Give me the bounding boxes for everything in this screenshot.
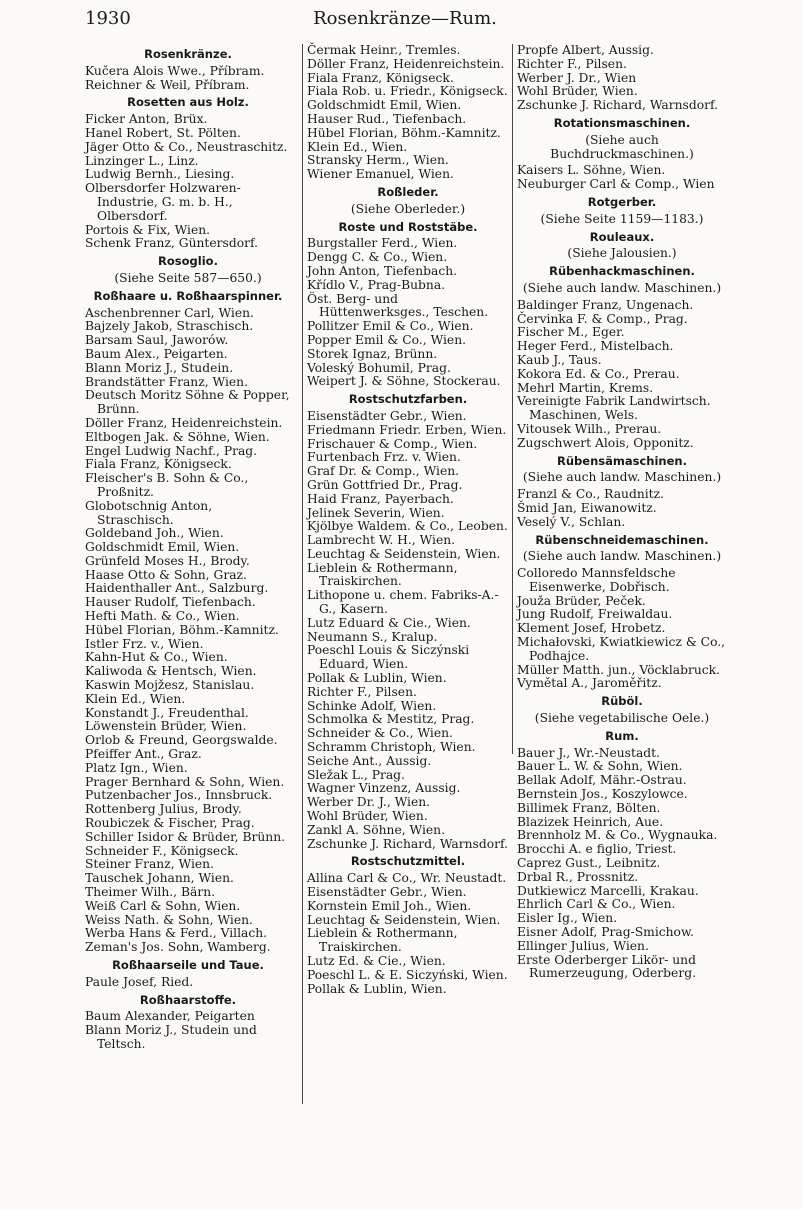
directory-entry: Müller Matth. jun., Vöcklabruck. [517, 662, 721, 677]
directory-entry: Linzinger L., Linz. [85, 153, 199, 168]
directory-entry: Hauser Rudolf, Tiefenbach. [85, 595, 256, 610]
directory-entry: Kjölbye Waldem. & Co., Leoben. [307, 519, 508, 534]
directory-entry: Brennholz M. & Co., Wygnauka. [517, 828, 718, 843]
directory-entry: Kaisers L. Söhne, Wien. [517, 163, 666, 178]
directory-entry: Werber J. Dr., Wien [517, 70, 637, 85]
section-title: Rosoglio. [158, 254, 218, 269]
directory-entry: Prager Bernhard & Sohn, Wien. [85, 774, 285, 789]
section-title: Rotationsmaschinen. [553, 115, 691, 130]
directory-section [85, 290, 291, 955]
directory-entry: Haid Franz, Payerbach. [307, 491, 454, 506]
directory-entry: Brocchi A. e figlio, Triest. [517, 842, 677, 857]
directory-entry: Portois & Fix, Wien. [85, 222, 211, 237]
section-title: Roste und Roststäbe. [338, 219, 478, 234]
page-number: 1930 [85, 8, 131, 29]
directory-entry: Erste Oderberger Likör- und Rumerzeugung, Oderberg. [517, 952, 696, 981]
directory-section [85, 48, 291, 92]
directory-entry: Kaub J., Taus. [517, 352, 602, 367]
directory-entry: Klement Josef, Hrobetz. [517, 621, 666, 636]
directory-entry: Richter F., Pilsen. [517, 56, 627, 71]
directory-section [85, 959, 291, 990]
directory-entry: Pollak & Lublin, Wien. [307, 671, 447, 686]
directory-entry: Lieblein & Rothermann, Traiskirchen. [307, 560, 458, 589]
directory-entry: Bauer L. W. & Sohn, Wien. [517, 759, 683, 774]
directory-entry: Werba Hans & Ferd., Villach. [85, 926, 268, 941]
directory-section [85, 96, 291, 251]
section-note: (Siehe Jalousien.) [567, 246, 677, 261]
directory-entry: Fiala Franz, Königseck. [307, 70, 454, 85]
column-3 [512, 43, 727, 981]
directory-section [307, 393, 509, 851]
directory-entry: Dutkiewicz Marcelli, Krakau. [517, 883, 699, 898]
directory-entry: Eisenstädter Gebr., Wien. [307, 885, 467, 900]
directory-entry: Richter F., Pilsen. [307, 684, 417, 699]
directory-entry: Wiener Emanuel, Wien. [307, 167, 454, 182]
directory-entry: Grün Gottfried Dr., Prag. [307, 477, 463, 492]
directory-entry: Paule Josef, Ried. [85, 974, 194, 989]
directory-entry: Zeman's Jos. Sohn, Wamberg. [85, 940, 271, 955]
directory-entry: Weiß Carl & Sohn, Wien. [85, 898, 241, 913]
directory-entry: Schinke Adolf, Wien. [307, 698, 437, 713]
directory-section [517, 265, 727, 450]
directory-entry: Bajzely Jakob, Straschisch. [85, 319, 254, 334]
directory-entry: Kokora Ed. & Co., Prerau. [517, 366, 680, 381]
directory-section [517, 534, 727, 692]
directory-section [517, 196, 727, 227]
directory-entry: Reichner & Weil, Příbram. [85, 77, 250, 92]
directory-entry: Pfeiffer Ant., Graz. [85, 747, 202, 762]
directory-entry: Kahn-Hut & Co., Wien. [85, 650, 228, 665]
directory-entry: Grünfeld Moses H., Brody. [85, 553, 250, 568]
section-title: Roßhaare u. Roßhaarspinner. [93, 288, 283, 303]
directory-entry: John Anton, Tiefenbach. [307, 263, 458, 278]
directory-entry: Poeschl L. & E. Siczyński, Wien. [307, 967, 508, 982]
directory-entry: Blann Moriz J., Studein. [85, 360, 234, 375]
section-title: Roßhaarseile und Taue. [112, 958, 264, 972]
directory-entry: Aschenbrenner Carl, Wien. [85, 305, 254, 320]
directory-entry: Šmid Jan, Eiwanowitz. [517, 500, 657, 515]
directory-entry: Colloredo Mannsfeldsche Eisenwerke, Dobřisch. [517, 566, 676, 594]
section-title: Rostschutzmittel. [350, 854, 466, 869]
directory-entry: Burgstaller Ferd., Wien. [307, 236, 458, 251]
directory-section [517, 730, 727, 981]
directory-entry: Weipert J. & Söhne, Stockerau. [307, 374, 501, 389]
directory-entry: Schenk Franz, Güntersdorf. [85, 236, 258, 251]
directory-entry: Schiller Isidor & Brüder, Brünn. [85, 829, 286, 844]
directory-entry: Steiner Franz, Wien. [85, 857, 214, 872]
directory-entry: Leuchtag & Seidenstein, Wien. [307, 912, 501, 927]
section-title: Roßleder. [377, 184, 439, 199]
directory-entry: Ellinger Julius, Wien. [517, 938, 649, 953]
directory-section [307, 855, 509, 996]
directory-entry: Jouža Brüder, Peček. [517, 593, 646, 608]
directory-entry: Bauer J., Wr.-Neustadt. [517, 745, 660, 760]
directory-entry: Frischauer & Comp., Wien. [307, 436, 478, 451]
directory-entry: Bernstein Jos., Koszylowce. [517, 787, 688, 802]
directory-entry: Allina Carl & Co., Wr. Neustadt. [307, 871, 507, 886]
section-note: (Siehe vegetabilische Oele.) [534, 711, 710, 726]
directory-entry: Eisler Ig., Wien. [517, 911, 618, 926]
directory-entry: Öst. Berg- und Hüttenwerksges., Teschen. [307, 291, 489, 320]
directory-entry: Theimer Wilh., Bärn. [85, 885, 216, 900]
directory-entry: Haase Otto & Sohn, Graz. [85, 567, 247, 582]
directory-entry: Haidenthaller Ant., Salzburg. [85, 581, 269, 596]
directory-entry: Eisenstädter Gebr., Wien. [307, 408, 467, 423]
section-title: Rouleaux. [589, 229, 655, 244]
directory-section [85, 994, 291, 1052]
directory-entry: Mehrl Martin, Krems. [517, 380, 654, 395]
directory-entry: Löwenstein Brüder, Wien. [85, 719, 247, 734]
directory-entry: Schramm Christoph, Wien. [307, 740, 476, 755]
page-header [85, 8, 725, 44]
section-title: Rüböl. [601, 694, 643, 709]
section-title: Rübensämaschinen. [557, 453, 687, 468]
directory-entry: Weiss Nath. & Sohn, Wien. [85, 912, 253, 927]
directory-entry: Schneider & Co., Wien. [307, 726, 453, 741]
directory-entry: Ficker Anton, Brüx. [85, 112, 208, 127]
directory-entry: Platz Ign., Wien. [85, 760, 188, 775]
directory-entry: Döller Franz, Heidenreichstein. [307, 56, 505, 71]
directory-entry: Fischer M., Eger. [517, 325, 625, 340]
directory-entry: Wohl Brüder, Wien. [517, 84, 638, 99]
directory-entry: Vymětal A., Jaroměřitz. [517, 676, 662, 691]
section-title: Rosenkränze. [144, 47, 232, 61]
directory-entry: Dengg C. & Co., Wien. [307, 250, 448, 265]
directory-entry: Blann Moriz J., Studein und Teltsch. [85, 1023, 257, 1051]
directory-entry: Hauser Rud., Tiefenbach. [307, 111, 467, 126]
directory-entry: Jung Rudolf, Freiwaldau. [517, 607, 673, 622]
section-title: Rotgerber. [587, 194, 657, 209]
directory-entry: Engel Ludwig Nachf., Prag. [85, 443, 258, 458]
directory-entry: Hanel Robert, St. Pölten. [85, 125, 241, 140]
directory-entry: Werber Dr. J., Wien. [307, 795, 431, 810]
directory-entry: Graf Dr. & Comp., Wien. [307, 464, 460, 479]
directory-entry: Schneider F., Königseck. [85, 843, 239, 858]
section-note: (Siehe Seite 587—650.) [114, 270, 262, 285]
directory-entry: Seiche Ant., Aussig. [307, 753, 432, 768]
directory-entry: Kornstein Emil Joh., Wien. [307, 898, 472, 913]
section-note: (Siehe auch Buchdruckmaschinen.) [550, 132, 694, 161]
directory-section [517, 231, 727, 262]
directory-entry: Döller Franz, Heidenreichstein. [85, 415, 283, 430]
directory-entry: Drbal R., Prossnitz. [517, 869, 639, 884]
section-title: Rosetten aus Holz. [127, 95, 249, 110]
directory-entry: Vitousek Wilh., Prerau. [517, 421, 662, 436]
directory-entry: Lithopone u. chem. Fabriks-A.-G., Kasern. [307, 588, 499, 617]
directory-entry: Wagner Vinzenz, Aussig. [307, 781, 461, 796]
directory-entry: Michałovski, Kwiatkiewicz & Co., Podhajce. [517, 635, 726, 663]
directory-entry: Lambrecht W. H., Wien. [307, 533, 456, 548]
column-1 [85, 44, 291, 1056]
section-title: Rübenschneidemaschinen. [535, 532, 709, 547]
directory-entry: Furtenbach Frz. v. Wien. [307, 450, 461, 465]
directory-section [517, 695, 727, 726]
section-note: (Siehe auch landw. Maschinen.) [522, 549, 722, 564]
directory-entry: Pollitzer Emil & Co., Wien. [307, 319, 474, 334]
directory-entry: Kučera Alois Wwe., Příbram. [85, 63, 265, 78]
directory-entry: Goldschmidt Emil, Wien. [85, 540, 240, 555]
directory-entry: Bellak Adolf, Mähr.-Ostrau. [517, 773, 687, 788]
directory-entry: Leuchtag & Seidenstein, Wien. [307, 546, 501, 561]
section-title: Rübenhackmaschinen. [549, 264, 695, 279]
running-title: Rosenkränze—Rum. [313, 8, 497, 29]
directory-entry: Neuburger Carl & Comp., Wien [517, 177, 715, 192]
directory-section [85, 255, 291, 286]
directory-entry: Jelinek Severin, Wien. [307, 505, 445, 520]
directory-entry: Zugschwert Alois, Opponitz. [517, 435, 694, 450]
directory-entry: Klein Ed., Wien. [85, 691, 186, 706]
directory-entry: Popper Emil & Co., Wien. [307, 332, 467, 347]
directory-entry: Křídlo V., Prag-Bubna. [307, 277, 446, 292]
directory-entry: Klein Ed., Wien. [307, 139, 408, 154]
directory-entry: Blazizek Heinrich, Aue. [517, 814, 664, 829]
section-title: Roßhaarstoffe. [139, 992, 237, 1007]
directory-entry: Hefti Math. & Co., Wien. [85, 609, 240, 624]
section-title: Rum. [605, 728, 639, 743]
directory-entry: Jäger Otto & Co., Neustraschitz. [85, 139, 288, 154]
directory-entry: Voleský Bohumil, Prag. [307, 360, 451, 375]
directory-entry: Ludwig Bernh., Liesing. [85, 167, 235, 182]
directory-entry: Kaswin Mojžesz, Stanislau. [85, 678, 255, 693]
section-note: (Siehe auch landw. Maschinen.) [522, 280, 722, 295]
directory-entry: Kaliwoda & Hentsch, Wien. [85, 664, 257, 679]
section-note: (Siehe Seite 1159—1183.) [540, 211, 704, 226]
directory-entry: Konstandt J., Freudenthal. [85, 705, 249, 720]
directory-entry: Zschunke J. Richard, Warnsdorf. [307, 836, 509, 851]
directory-entry: Baldinger Franz, Ungenach. [517, 297, 694, 312]
directory-entry: Eisner Adolf, Prag-Smichow. [517, 925, 694, 940]
section-note: (Siehe Oberleder.) [350, 201, 466, 216]
directory-entry: Ehrlich Carl & Co., Wien. [517, 897, 676, 912]
directory-section [307, 44, 509, 182]
directory-entry: Globotschnig Anton, Straschisch. [85, 498, 213, 527]
directory-entry: Baum Alex., Peigarten. [85, 346, 228, 361]
directory-entry: Istler Frz. v., Wien. [85, 636, 204, 651]
directory-entry: Friedmann Friedr. Erben, Wien. [307, 422, 507, 437]
directory-entry: Storek Ignaz, Brünn. [307, 346, 438, 361]
directory-entry: Lieblein & Rothermann, Traiskirchen. [307, 926, 458, 955]
directory-entry: Brandstätter Franz, Wien. [85, 374, 248, 389]
directory-entry: Fiala Franz, Königseck. [85, 457, 232, 472]
directory-entry: Baum Alexander, Peigarten [85, 1009, 255, 1024]
directory-entry: Pollak & Lublin, Wien. [307, 981, 447, 996]
directory-entry: Veselý V., Schlan. [517, 514, 626, 529]
directory-entry: Červinka F. & Comp., Prag. [517, 311, 688, 326]
directory-entry: Propfe Albert, Aussig. [517, 43, 654, 57]
directory-entry: Rottenberg Julius, Brody. [85, 802, 242, 817]
directory-entry: Hübel Florian, Böhm.-Kamnitz. [85, 622, 279, 637]
directory-entry: Caprez Gust., Leibnitz. [517, 856, 661, 871]
directory-entry: Sležak L., Prag. [307, 767, 405, 782]
directory-entry: Vereinigte Fabrik Landwirtsch. Maschinen, Wels. [517, 394, 711, 423]
directory-entry: Zankl A. Söhne, Wien. [307, 822, 446, 837]
directory-entry: Olbersdorfer Holzwaren-Industrie, G. m. b. H., Olbersdorf. [85, 181, 241, 223]
directory-entry: Fleischer's B. Sohn & Co., Proßnitz. [85, 471, 249, 499]
directory-entry: Hübel Florian, Böhm.-Kamnitz. [307, 125, 501, 140]
directory-section [307, 221, 509, 390]
directory-entry: Wohl Brüder, Wien. [307, 809, 428, 824]
directory-section [307, 186, 509, 217]
directory-entry: Deutsch Moritz Söhne & Popper, Brünn. [85, 388, 290, 417]
directory-entry: Franzl & Co., Raudnitz. [517, 487, 665, 502]
directory-entry: Neumann S., Kralup. [307, 629, 438, 644]
directory-entry: Putzenbacher Jos., Innsbruck. [85, 788, 273, 803]
directory-entry: Lutz Eduard & Cie., Wien. [307, 615, 471, 630]
section-title: Rostschutzfarben. [348, 392, 468, 407]
directory-entry: Billimek Franz, Bölten. [517, 800, 661, 815]
directory-entry: Schmolka & Mestitz, Prag. [307, 712, 475, 727]
section-note: (Siehe auch landw. Maschinen.) [522, 470, 722, 485]
directory-entry: Zschunke J. Richard, Warnsdorf. [517, 98, 719, 113]
directory-entry: Tauschek Johann, Wien. [85, 871, 234, 886]
directory-entry: Eltbogen Jak. & Söhne, Wien. [85, 429, 270, 444]
directory-section [517, 44, 727, 113]
directory-entry: Čermak Heinr., Tremles. [307, 43, 461, 57]
directory-entry: Fiala Rob. u. Friedr., Königseck. [307, 84, 508, 99]
column-2 [302, 44, 509, 1104]
directory-entry: Orlob & Freund, Georgswalde. [85, 733, 278, 748]
directory-entry: Roubiczek & Fischer, Prag. [85, 816, 255, 831]
directory-section [517, 117, 727, 192]
directory-entry: Poeschl Louis & Siczýnski Eduard, Wien. [307, 643, 470, 672]
directory-entry: Heger Ferd., Mistelbach. [517, 339, 674, 354]
directory-entry: Lutz Ed. & Cie., Wien. [307, 954, 446, 968]
directory-entry: Barsam Saul, Jaworów. [85, 333, 229, 348]
directory-entry: Goldeband Joh., Wien. [85, 526, 224, 541]
directory-entry: Goldschmidt Emil, Wien. [307, 98, 462, 113]
directory-section [517, 455, 727, 530]
directory-entry: Stransky Herm., Wien. [307, 153, 449, 168]
